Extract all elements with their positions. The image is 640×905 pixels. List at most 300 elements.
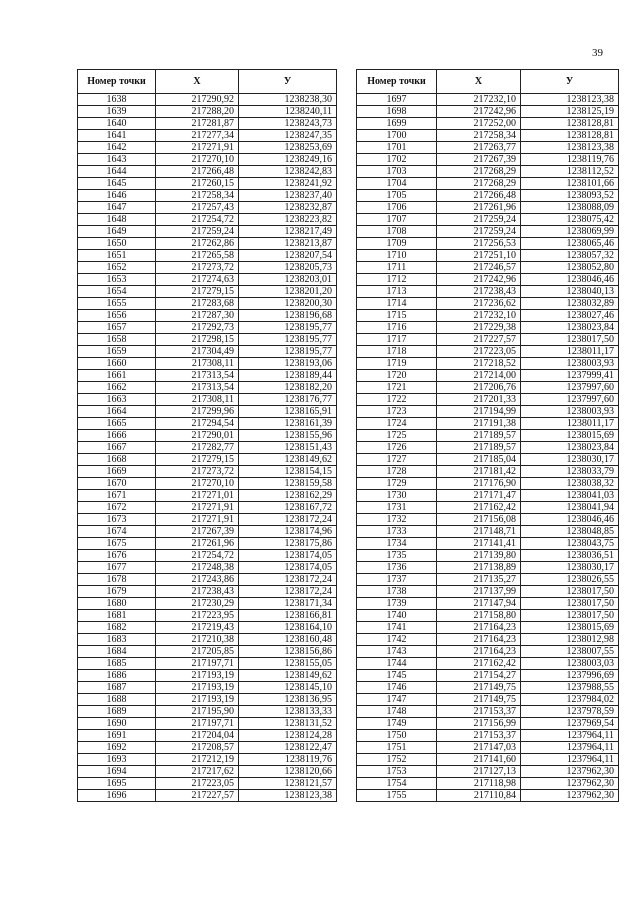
y-coordinate-cell: 1238003,03: [521, 658, 619, 670]
table-row: [357, 322, 619, 334]
point-number-cell: 1727: [357, 454, 437, 466]
table-row: [357, 670, 619, 682]
x-coordinate-cell: 217210,38: [156, 634, 239, 646]
y-coordinate-cell: 1238149,62: [239, 670, 337, 682]
y-coordinate-cell: 1238032,89: [521, 298, 619, 310]
y-coordinate-cell: 1238123,38: [521, 94, 619, 106]
point-number-cell: 1686: [78, 670, 156, 682]
x-coordinate-cell: 217279,15: [156, 286, 239, 298]
point-number-cell: 1669: [78, 466, 156, 478]
x-coordinate-cell: 217248,38: [156, 562, 239, 574]
x-coordinate-cell: 217185,04: [437, 454, 521, 466]
table-row: [357, 130, 619, 142]
table-row: [78, 754, 337, 766]
x-coordinate-cell: 217189,57: [437, 430, 521, 442]
x-coordinate-cell: 217271,01: [156, 490, 239, 502]
table-row: [78, 142, 337, 154]
x-coordinate-cell: 217223,95: [156, 610, 239, 622]
point-number-cell: 1693: [78, 754, 156, 766]
table-row: [78, 154, 337, 166]
point-number-cell: 1706: [357, 202, 437, 214]
y-coordinate-cell: 1238205,73: [239, 262, 337, 274]
table-row: [357, 418, 619, 430]
x-coordinate-cell: 217266,48: [156, 166, 239, 178]
point-number-cell: 1723: [357, 406, 437, 418]
y-coordinate-cell: 1237962,30: [521, 766, 619, 778]
point-number-cell: 1719: [357, 358, 437, 370]
point-number-cell: 1699: [357, 118, 437, 130]
point-number-cell: 1709: [357, 238, 437, 250]
y-coordinate-cell: 1238161,39: [239, 418, 337, 430]
x-coordinate-cell: 217282,77: [156, 442, 239, 454]
point-number-cell: 1746: [357, 682, 437, 694]
y-coordinate-cell: 1238196,68: [239, 310, 337, 322]
table-row: [78, 514, 337, 526]
y-coordinate-cell: 1238167,72: [239, 502, 337, 514]
point-number-cell: 1660: [78, 358, 156, 370]
point-number-cell: 1656: [78, 310, 156, 322]
y-coordinate-cell: 1238160,48: [239, 634, 337, 646]
point-number-cell: 1726: [357, 442, 437, 454]
x-coordinate-cell: 217261,96: [437, 202, 521, 214]
x-coordinate-cell: 217197,71: [156, 658, 239, 670]
y-coordinate-cell: 1238175,86: [239, 538, 337, 550]
x-coordinate-cell: 217290,01: [156, 430, 239, 442]
y-coordinate-cell: 1238088,09: [521, 202, 619, 214]
y-coordinate-cell: 1238043,75: [521, 538, 619, 550]
header-y: У: [239, 70, 337, 94]
point-number-cell: 1688: [78, 694, 156, 706]
point-number-cell: 1698: [357, 106, 437, 118]
point-number-cell: 1729: [357, 478, 437, 490]
table-row: [357, 478, 619, 490]
table-row: [78, 538, 337, 550]
table-row: [78, 454, 337, 466]
x-coordinate-cell: 217158,80: [437, 610, 521, 622]
y-coordinate-cell: 1238069,99: [521, 226, 619, 238]
x-coordinate-cell: 217266,48: [437, 190, 521, 202]
x-coordinate-cell: 217270,10: [156, 154, 239, 166]
y-coordinate-cell: 1238232,87: [239, 202, 337, 214]
point-number-cell: 1684: [78, 646, 156, 658]
point-number-cell: 1748: [357, 706, 437, 718]
table-row: [357, 778, 619, 790]
table-row: [357, 358, 619, 370]
table-row: [357, 694, 619, 706]
y-coordinate-cell: 1237999,41: [521, 370, 619, 382]
table-row: [357, 406, 619, 418]
y-coordinate-cell: 1237962,30: [521, 778, 619, 790]
point-number-cell: 1745: [357, 670, 437, 682]
table-row: [78, 622, 337, 634]
header-x: X: [156, 70, 239, 94]
x-coordinate-cell: 217176,90: [437, 478, 521, 490]
y-coordinate-cell: 1238238,30: [239, 94, 337, 106]
table-row: [357, 454, 619, 466]
point-number-cell: 1728: [357, 466, 437, 478]
y-coordinate-cell: 1238046,46: [521, 274, 619, 286]
table-row: [78, 766, 337, 778]
x-coordinate-cell: 217164,23: [437, 622, 521, 634]
table-row: [357, 274, 619, 286]
x-coordinate-cell: 217242,96: [437, 274, 521, 286]
table-row: [78, 322, 337, 334]
y-coordinate-cell: 1238166,81: [239, 610, 337, 622]
x-coordinate-cell: 217232,10: [437, 310, 521, 322]
x-coordinate-cell: 217261,96: [156, 538, 239, 550]
x-coordinate-cell: 217236,62: [437, 298, 521, 310]
table-row: [78, 118, 337, 130]
point-number-cell: 1718: [357, 346, 437, 358]
x-coordinate-cell: 217238,43: [156, 586, 239, 598]
x-coordinate-cell: 217212,19: [156, 754, 239, 766]
x-coordinate-cell: 217308,11: [156, 394, 239, 406]
x-coordinate-cell: 217230,29: [156, 598, 239, 610]
point-number-cell: 1743: [357, 646, 437, 658]
x-coordinate-cell: 217256,53: [437, 238, 521, 250]
y-coordinate-cell: 1238159,58: [239, 478, 337, 490]
point-number-cell: 1725: [357, 430, 437, 442]
header-y: У: [521, 70, 619, 94]
header-point-number: Номер точки: [357, 70, 437, 94]
y-coordinate-cell: 1237964,11: [521, 730, 619, 742]
y-coordinate-cell: 1238182,20: [239, 382, 337, 394]
y-coordinate-cell: 1237969,54: [521, 718, 619, 730]
x-coordinate-cell: 217138,89: [437, 562, 521, 574]
x-coordinate-cell: 217164,23: [437, 634, 521, 646]
point-number-cell: 1732: [357, 514, 437, 526]
table-row: [78, 670, 337, 682]
point-number-cell: 1651: [78, 250, 156, 262]
point-number-cell: 1701: [357, 142, 437, 154]
y-coordinate-cell: 1238125,19: [521, 106, 619, 118]
x-coordinate-cell: 217195,90: [156, 706, 239, 718]
y-coordinate-cell: 1238249,16: [239, 154, 337, 166]
y-coordinate-cell: 1237962,30: [521, 790, 619, 802]
y-coordinate-cell: 1238136,95: [239, 694, 337, 706]
y-coordinate-cell: 1238172,24: [239, 514, 337, 526]
x-coordinate-cell: 217139,80: [437, 550, 521, 562]
point-number-cell: 1692: [78, 742, 156, 754]
x-coordinate-cell: 217219,43: [156, 622, 239, 634]
table-row: [357, 154, 619, 166]
y-coordinate-cell: 1238003,93: [521, 406, 619, 418]
table-row: [357, 202, 619, 214]
y-coordinate-cell: 1238030,17: [521, 562, 619, 574]
y-coordinate-cell: 1237984,02: [521, 694, 619, 706]
y-coordinate-cell: 1238012,98: [521, 634, 619, 646]
table-row: [357, 790, 619, 802]
y-coordinate-cell: 1238223,82: [239, 214, 337, 226]
table-row: [78, 706, 337, 718]
x-coordinate-cell: 217194,99: [437, 406, 521, 418]
y-coordinate-cell: 1237996,69: [521, 670, 619, 682]
x-coordinate-cell: 217271,91: [156, 142, 239, 154]
table-row: [357, 262, 619, 274]
point-number-cell: 1667: [78, 442, 156, 454]
x-coordinate-cell: 217258,34: [156, 190, 239, 202]
table-row: [357, 442, 619, 454]
y-coordinate-cell: 1238253,69: [239, 142, 337, 154]
point-number-cell: 1640: [78, 118, 156, 130]
x-coordinate-cell: 217191,38: [437, 418, 521, 430]
point-number-cell: 1707: [357, 214, 437, 226]
point-number-cell: 1676: [78, 550, 156, 562]
point-number-cell: 1730: [357, 490, 437, 502]
y-coordinate-cell: 1238240,11: [239, 106, 337, 118]
point-number-cell: 1744: [357, 658, 437, 670]
table-row: [78, 166, 337, 178]
x-coordinate-cell: 217259,24: [437, 214, 521, 226]
table-row: [78, 394, 337, 406]
y-coordinate-cell: 1238041,94: [521, 502, 619, 514]
y-coordinate-cell: 1238200,30: [239, 298, 337, 310]
point-number-cell: 1645: [78, 178, 156, 190]
point-number-cell: 1663: [78, 394, 156, 406]
point-number-cell: 1671: [78, 490, 156, 502]
y-coordinate-cell: 1238155,96: [239, 430, 337, 442]
x-coordinate-cell: 217162,42: [437, 658, 521, 670]
point-number-cell: 1683: [78, 634, 156, 646]
table-row: [357, 166, 619, 178]
y-coordinate-cell: 1238121,57: [239, 778, 337, 790]
x-coordinate-cell: 217271,91: [156, 502, 239, 514]
table-header-row: [78, 70, 337, 94]
y-coordinate-cell: 1238154,15: [239, 466, 337, 478]
x-coordinate-cell: 217268,29: [437, 166, 521, 178]
table-row: [78, 370, 337, 382]
table-row: [357, 550, 619, 562]
point-number-cell: 1755: [357, 790, 437, 802]
table-row: [357, 346, 619, 358]
table-row: [357, 514, 619, 526]
x-coordinate-cell: 217268,29: [437, 178, 521, 190]
y-coordinate-cell: 1238176,77: [239, 394, 337, 406]
y-coordinate-cell: 1238242,83: [239, 166, 337, 178]
table-header-row: [357, 70, 619, 94]
point-number-cell: 1668: [78, 454, 156, 466]
x-coordinate-cell: 217287,30: [156, 310, 239, 322]
y-coordinate-cell: 1238015,69: [521, 622, 619, 634]
table-row: [78, 526, 337, 538]
table-row: [357, 238, 619, 250]
table-row: [357, 334, 619, 346]
x-coordinate-cell: 217279,15: [156, 454, 239, 466]
point-number-cell: 1657: [78, 322, 156, 334]
point-number-cell: 1704: [357, 178, 437, 190]
table-row: [78, 466, 337, 478]
y-coordinate-cell: 1238027,46: [521, 310, 619, 322]
point-number-cell: 1713: [357, 286, 437, 298]
y-coordinate-cell: 1238128,81: [521, 130, 619, 142]
x-coordinate-cell: 217243,86: [156, 574, 239, 586]
y-coordinate-cell: 1238155,05: [239, 658, 337, 670]
x-coordinate-cell: 217254,72: [156, 214, 239, 226]
x-coordinate-cell: 217208,57: [156, 742, 239, 754]
table-row: [357, 178, 619, 190]
y-coordinate-cell: 1238172,24: [239, 586, 337, 598]
point-number-cell: 1689: [78, 706, 156, 718]
y-coordinate-cell: 1238203,01: [239, 274, 337, 286]
x-coordinate-cell: 217201,33: [437, 394, 521, 406]
y-coordinate-cell: 1237997,60: [521, 394, 619, 406]
point-number-cell: 1753: [357, 766, 437, 778]
point-number-cell: 1716: [357, 322, 437, 334]
x-coordinate-cell: 217292,73: [156, 322, 239, 334]
table-row: [357, 622, 619, 634]
y-coordinate-cell: 1238243,73: [239, 118, 337, 130]
point-number-cell: 1742: [357, 634, 437, 646]
y-coordinate-cell: 1238189,44: [239, 370, 337, 382]
point-number-cell: 1658: [78, 334, 156, 346]
table-row: [78, 586, 337, 598]
point-number-cell: 1685: [78, 658, 156, 670]
table-row: [357, 106, 619, 118]
x-coordinate-cell: 217238,43: [437, 286, 521, 298]
point-number-cell: 1682: [78, 622, 156, 634]
point-number-cell: 1679: [78, 586, 156, 598]
x-coordinate-cell: 217254,72: [156, 550, 239, 562]
y-coordinate-cell: 1238023,84: [521, 322, 619, 334]
x-coordinate-cell: 217223,05: [437, 346, 521, 358]
table-row: [357, 490, 619, 502]
point-number-cell: 1749: [357, 718, 437, 730]
x-coordinate-cell: 217308,11: [156, 358, 239, 370]
x-coordinate-cell: 217304,49: [156, 346, 239, 358]
table-row: [357, 706, 619, 718]
table-row: [357, 598, 619, 610]
table-row: [357, 118, 619, 130]
table-row: [78, 790, 337, 802]
page-number: 39: [592, 47, 603, 59]
table-row: [357, 298, 619, 310]
y-coordinate-cell: 1238162,29: [239, 490, 337, 502]
x-coordinate-cell: 217257,43: [156, 202, 239, 214]
point-number-cell: 1670: [78, 478, 156, 490]
table-row: [78, 274, 337, 286]
y-coordinate-cell: 1238046,46: [521, 514, 619, 526]
table-row: [78, 94, 337, 106]
point-number-cell: 1712: [357, 274, 437, 286]
y-coordinate-cell: 1238052,80: [521, 262, 619, 274]
table-row: [78, 730, 337, 742]
point-number-cell: 1738: [357, 586, 437, 598]
point-number-cell: 1696: [78, 790, 156, 802]
y-coordinate-cell: 1238195,77: [239, 346, 337, 358]
x-coordinate-cell: 217298,15: [156, 334, 239, 346]
x-coordinate-cell: 217242,96: [437, 106, 521, 118]
y-coordinate-cell: 1238195,77: [239, 322, 337, 334]
header-point-number: Номер точки: [78, 70, 156, 94]
point-number-cell: 1735: [357, 550, 437, 562]
table-row: [78, 574, 337, 586]
table-row: [357, 466, 619, 478]
point-number-cell: 1655: [78, 298, 156, 310]
point-number-cell: 1647: [78, 202, 156, 214]
point-number-cell: 1643: [78, 154, 156, 166]
coordinates-table-right: [356, 69, 619, 802]
y-coordinate-cell: 1238017,50: [521, 334, 619, 346]
x-coordinate-cell: 217162,42: [437, 502, 521, 514]
table-row: [78, 658, 337, 670]
x-coordinate-cell: 217265,58: [156, 250, 239, 262]
y-coordinate-cell: 1238123,38: [239, 790, 337, 802]
x-coordinate-cell: 217205,85: [156, 646, 239, 658]
x-coordinate-cell: 217149,75: [437, 682, 521, 694]
point-number-cell: 1664: [78, 406, 156, 418]
point-number-cell: 1736: [357, 562, 437, 574]
x-coordinate-cell: 217147,03: [437, 742, 521, 754]
table-row: [357, 94, 619, 106]
x-coordinate-cell: 217154,27: [437, 670, 521, 682]
table-row: [78, 382, 337, 394]
y-coordinate-cell: 1238075,42: [521, 214, 619, 226]
x-coordinate-cell: 217193,19: [156, 670, 239, 682]
y-coordinate-cell: 1238065,46: [521, 238, 619, 250]
table-row: [78, 202, 337, 214]
table-row: [78, 442, 337, 454]
x-coordinate-cell: 217267,39: [437, 154, 521, 166]
point-number-cell: 1659: [78, 346, 156, 358]
y-coordinate-cell: 1238036,51: [521, 550, 619, 562]
point-number-cell: 1720: [357, 370, 437, 382]
x-coordinate-cell: 217218,52: [437, 358, 521, 370]
point-number-cell: 1677: [78, 562, 156, 574]
x-coordinate-cell: 217273,72: [156, 262, 239, 274]
point-number-cell: 1654: [78, 286, 156, 298]
y-coordinate-cell: 1238011,17: [521, 418, 619, 430]
table-row: [78, 778, 337, 790]
x-coordinate-cell: 217270,10: [156, 478, 239, 490]
table-row: [357, 754, 619, 766]
x-coordinate-cell: 217281,87: [156, 118, 239, 130]
x-coordinate-cell: 217277,34: [156, 130, 239, 142]
x-coordinate-cell: 217227,57: [156, 790, 239, 802]
y-coordinate-cell: 1238120,66: [239, 766, 337, 778]
table-row: [357, 610, 619, 622]
table-row: [357, 658, 619, 670]
point-number-cell: 1666: [78, 430, 156, 442]
point-number-cell: 1754: [357, 778, 437, 790]
table-row: [357, 430, 619, 442]
x-coordinate-cell: 217288,20: [156, 106, 239, 118]
table-row: [78, 130, 337, 142]
table-row: [357, 190, 619, 202]
table-row: [78, 502, 337, 514]
point-number-cell: 1649: [78, 226, 156, 238]
x-coordinate-cell: 217156,08: [437, 514, 521, 526]
x-coordinate-cell: 217127,13: [437, 766, 521, 778]
point-number-cell: 1747: [357, 694, 437, 706]
y-coordinate-cell: 1238207,54: [239, 250, 337, 262]
point-number-cell: 1638: [78, 94, 156, 106]
y-coordinate-cell: 1238101,66: [521, 178, 619, 190]
x-coordinate-cell: 217214,00: [437, 370, 521, 382]
point-number-cell: 1714: [357, 298, 437, 310]
y-coordinate-cell: 1238041,03: [521, 490, 619, 502]
table-row: [78, 298, 337, 310]
point-number-cell: 1642: [78, 142, 156, 154]
point-number-cell: 1678: [78, 574, 156, 586]
point-number-cell: 1653: [78, 274, 156, 286]
table-row: [78, 634, 337, 646]
x-coordinate-cell: 217181,42: [437, 466, 521, 478]
table-row: [78, 718, 337, 730]
x-coordinate-cell: 217313,54: [156, 382, 239, 394]
table-row: [357, 646, 619, 658]
y-coordinate-cell: 1238007,55: [521, 646, 619, 658]
table-row: [357, 574, 619, 586]
